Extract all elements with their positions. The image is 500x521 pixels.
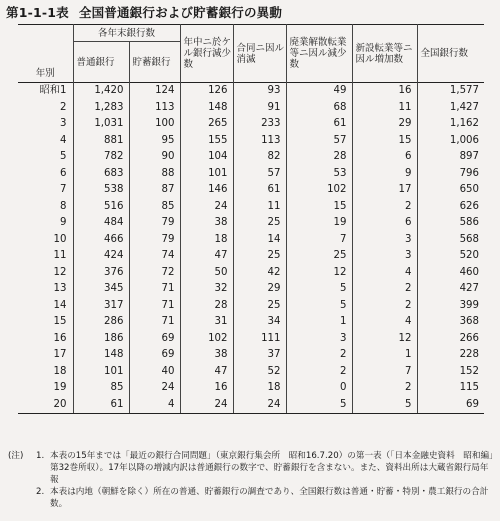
- cell-year: 4: [60, 134, 67, 146]
- cell-savings: 69: [129, 347, 180, 364]
- table-row: [18, 380, 484, 397]
- cell-savings: 71: [129, 281, 180, 298]
- cell-savings: 79: [129, 215, 180, 232]
- cell-savings: 124: [129, 83, 180, 100]
- cell-new: 15: [352, 133, 417, 150]
- cell-total: 427: [417, 281, 484, 298]
- cell-new: 3: [352, 248, 417, 265]
- cell-merger: 93: [233, 83, 286, 100]
- cell-closure: 2: [286, 364, 352, 381]
- cell-merger: 14: [233, 232, 286, 249]
- cell-ordinary: 1,031: [73, 116, 129, 133]
- cell-new: 9: [352, 166, 417, 183]
- cell-merger: 37: [233, 347, 286, 364]
- cell-total: 1,162: [417, 116, 484, 133]
- cell-ordinary: 148: [73, 347, 129, 364]
- cell-merger: 91: [233, 100, 286, 117]
- table-row: [18, 100, 484, 117]
- cell-closure: 5: [286, 281, 352, 298]
- cell-year: 5: [60, 151, 67, 162]
- cell-reduced: 148: [180, 100, 233, 117]
- cell-year: 3: [60, 118, 67, 129]
- cell-closure: 12: [286, 265, 352, 282]
- cell-ordinary: 466: [73, 232, 129, 249]
- cell-reduced: 16: [180, 380, 233, 397]
- header-merger: 合同ニ因ル消滅: [233, 25, 286, 83]
- table-row: [18, 364, 484, 381]
- cell-ordinary: 85: [73, 380, 129, 397]
- cell-merger: 57: [233, 166, 286, 183]
- footnote-label: (注): [8, 451, 24, 461]
- cell-reduced: 104: [180, 149, 233, 166]
- cell-reduced: 47: [180, 248, 233, 265]
- cell-closure: 19: [286, 215, 352, 232]
- cell-closure: 25: [286, 248, 352, 265]
- cell-year: 13: [53, 283, 67, 294]
- cell-year: 16: [53, 332, 67, 344]
- cell-year: 2: [60, 101, 67, 113]
- table-row: [18, 215, 484, 232]
- cell-year: 20: [18, 397, 73, 414]
- cell-reduced: 38: [180, 215, 233, 232]
- cell-closure: 0: [286, 380, 352, 397]
- cell-new: 2: [352, 298, 417, 315]
- cell-savings: 95: [129, 133, 180, 150]
- bank-table: [18, 24, 484, 414]
- cell-reduced: 155: [180, 133, 233, 150]
- cell-closure: 2: [286, 347, 352, 364]
- cell-merger: 61: [233, 182, 286, 199]
- table-title: [6, 3, 282, 21]
- cell-year: 8: [60, 200, 67, 212]
- cell-closure: 102: [286, 182, 352, 199]
- header-closure: 廃業解散転業等ニ因ル減少数: [286, 25, 352, 83]
- table-header: [18, 25, 484, 83]
- cell-new: 4: [352, 265, 417, 282]
- cell-year: 14: [53, 299, 67, 311]
- table-row: [18, 281, 484, 298]
- cell-closure: 49: [286, 83, 352, 100]
- table-row: [18, 397, 484, 414]
- cell-ordinary: 538: [73, 182, 129, 199]
- cell-total: 568: [417, 232, 484, 249]
- cell-reduced: 102: [180, 331, 233, 348]
- cell-closure: 15: [286, 199, 352, 216]
- cell-ordinary: 1,283: [73, 100, 129, 117]
- table-body: [18, 83, 484, 414]
- cell-merger: 34: [233, 314, 286, 331]
- cell-reduced: 28: [180, 298, 233, 315]
- cell-year: 昭和1: [39, 85, 67, 96]
- table-row: [18, 182, 484, 199]
- cell-total: 460: [417, 265, 484, 282]
- cell-total: 399: [417, 298, 484, 315]
- table-row: [18, 314, 484, 331]
- cell-closure: 68: [286, 100, 352, 117]
- cell-total: 650: [417, 182, 484, 199]
- table-row: [18, 331, 484, 348]
- cell-new: 16: [352, 83, 417, 100]
- cell-merger: 29: [233, 281, 286, 298]
- cell-ordinary: 1,420: [73, 83, 129, 100]
- cell-year: 17: [53, 349, 67, 360]
- cell-total: 266: [417, 331, 484, 348]
- cell-year: 11: [53, 250, 67, 261]
- cell-merger: 42: [233, 265, 286, 282]
- cell-savings: 87: [129, 182, 180, 199]
- cell-merger: 18: [233, 380, 286, 397]
- cell-ordinary: 782: [73, 149, 129, 166]
- cell-year: 15: [53, 316, 67, 327]
- cell-total: 1,427: [417, 100, 484, 117]
- cell-merger: 111: [233, 331, 286, 348]
- cell-year: 19: [53, 382, 67, 393]
- cell-closure: 5: [286, 298, 352, 315]
- cell-new: 2: [352, 281, 417, 298]
- footnote-number: 2.: [36, 487, 45, 497]
- footnote-text: 本表の15年までは「最近の銀行合同問題」（東京銀行集会所 昭和16.7.20）の第一表（「日本金融史資料 昭和編」第32巻所収）。17年以降の増減内訳は普通銀行の数字で、貯蓄銀行を含まない。また、資料出所は大蔵省銀行局年報: [50, 451, 494, 485]
- cell-ordinary: 683: [73, 166, 129, 183]
- cell-savings: 74: [129, 248, 180, 265]
- table-row: [18, 83, 484, 100]
- cell-ordinary: 345: [73, 281, 129, 298]
- cell-ordinary: 317: [73, 298, 129, 315]
- cell-year: 18: [53, 365, 67, 377]
- table-row: [18, 199, 484, 216]
- cell-reduced: 24: [180, 199, 233, 216]
- header-ordinary: 普通銀行: [73, 42, 129, 83]
- cell-merger: 11: [233, 199, 286, 216]
- footnote-number: 1.: [36, 451, 45, 461]
- cell-reduced: 31: [180, 314, 233, 331]
- cell-savings: 24: [129, 380, 180, 397]
- table-row: [18, 265, 484, 282]
- footnote-2: [8, 486, 494, 510]
- cell-year: 6: [60, 167, 67, 179]
- cell-ordinary: 376: [73, 265, 129, 282]
- cell-total: 626: [417, 199, 484, 216]
- cell-total: 115: [417, 380, 484, 397]
- cell-total: 228: [417, 347, 484, 364]
- cell-reduced: 47: [180, 364, 233, 381]
- table-row: [18, 149, 484, 166]
- cell-reduced: 24: [180, 397, 233, 414]
- cell-new: 7: [352, 364, 417, 381]
- footnote-1: [8, 450, 494, 486]
- cell-ordinary: 101: [73, 364, 129, 381]
- cell-new: 29: [352, 116, 417, 133]
- cell-new: 6: [352, 215, 417, 232]
- cell-savings: 72: [129, 265, 180, 282]
- cell-year: 9: [60, 217, 67, 228]
- table-row: [18, 248, 484, 265]
- table-title-text: 全国普通銀行および貯蓄銀行の異動: [78, 5, 283, 20]
- cell-savings: 4: [129, 397, 180, 414]
- cell-total: 69: [417, 397, 484, 414]
- cell-savings: 100: [129, 116, 180, 133]
- cell-reduced: 50: [180, 265, 233, 282]
- cell-ordinary: 881: [73, 133, 129, 150]
- cell-new: 3: [352, 232, 417, 249]
- cell-ordinary: 286: [73, 314, 129, 331]
- cell-merger: 82: [233, 149, 286, 166]
- cell-new: 17: [352, 182, 417, 199]
- cell-savings: 71: [129, 314, 180, 331]
- cell-reduced: 265: [180, 116, 233, 133]
- cell-total: 897: [417, 149, 484, 166]
- cell-total: 368: [417, 314, 484, 331]
- cell-savings: 85: [129, 199, 180, 216]
- header-new: 新設転業等ニ因ル増加数: [352, 25, 417, 83]
- cell-closure: 3: [286, 331, 352, 348]
- table-row: [18, 133, 484, 150]
- cell-ordinary: 61: [73, 397, 129, 414]
- cell-merger: 25: [233, 215, 286, 232]
- cell-savings: 90: [129, 149, 180, 166]
- cell-total: 152: [417, 364, 484, 381]
- cell-merger: 24: [233, 397, 286, 414]
- cell-savings: 40: [129, 364, 180, 381]
- table-row: [18, 116, 484, 133]
- cell-reduced: 146: [180, 182, 233, 199]
- cell-year: 7: [60, 184, 67, 195]
- cell-savings: 71: [129, 298, 180, 315]
- cell-new: 2: [352, 199, 417, 216]
- cell-merger: 25: [233, 248, 286, 265]
- cell-ordinary: 186: [73, 331, 129, 348]
- cell-savings: 88: [129, 166, 180, 183]
- cell-new: 11: [352, 100, 417, 117]
- cell-merger: 113: [233, 133, 286, 150]
- cell-new: 4: [352, 314, 417, 331]
- cell-savings: 113: [129, 100, 180, 117]
- cell-year: 12: [53, 266, 67, 278]
- cell-reduced: 38: [180, 347, 233, 364]
- cell-ordinary: 516: [73, 199, 129, 216]
- cell-merger: 25: [233, 298, 286, 315]
- cell-new: 1: [352, 347, 417, 364]
- cell-reduced: 18: [180, 232, 233, 249]
- cell-reduced: 32: [180, 281, 233, 298]
- cell-ordinary: 424: [73, 248, 129, 265]
- footnotes: [8, 450, 494, 510]
- table-row: [18, 298, 484, 315]
- table-row: [18, 347, 484, 364]
- cell-total: 586: [417, 215, 484, 232]
- table-row: [18, 232, 484, 249]
- cell-new: 6: [352, 149, 417, 166]
- cell-total: 520: [417, 248, 484, 265]
- cell-total: 1,006: [417, 133, 484, 150]
- cell-total: 1,577: [417, 83, 484, 100]
- cell-savings: 69: [129, 331, 180, 348]
- cell-year: 10: [53, 233, 67, 245]
- cell-closure: 5: [286, 397, 352, 414]
- cell-closure: 1: [286, 314, 352, 331]
- cell-closure: 7: [286, 232, 352, 249]
- header-reduced: 年中ニ於ケル銀行減少数: [180, 25, 233, 83]
- cell-ordinary: 484: [73, 215, 129, 232]
- cell-new: 5: [352, 397, 417, 414]
- cell-merger: 52: [233, 364, 286, 381]
- cell-closure: 53: [286, 166, 352, 183]
- table-row: [18, 166, 484, 183]
- cell-total: 796: [417, 166, 484, 183]
- cell-new: 2: [352, 380, 417, 397]
- cell-reduced: 101: [180, 166, 233, 183]
- cell-merger: 233: [233, 116, 286, 133]
- cell-new: 12: [352, 331, 417, 348]
- cell-closure: 57: [286, 133, 352, 150]
- cell-closure: 28: [286, 149, 352, 166]
- header-year-end-banks: 各年末銀行数: [73, 25, 180, 42]
- cell-closure: 61: [286, 116, 352, 133]
- table-number: 第1-1-1表: [6, 5, 69, 20]
- header-savings: 貯蓄銀行: [129, 42, 180, 83]
- header-year: 年別: [35, 68, 55, 79]
- header-total: 全国銀行数: [417, 25, 484, 83]
- cell-reduced: 126: [180, 83, 233, 100]
- cell-savings: 79: [129, 232, 180, 249]
- footnote-text: 本表は内地（朝鮮を除く）所在の普通、貯蓄銀行の調査であり、全国銀行数は普通・貯蓄・特別・農工銀行の合計数。: [50, 487, 489, 509]
